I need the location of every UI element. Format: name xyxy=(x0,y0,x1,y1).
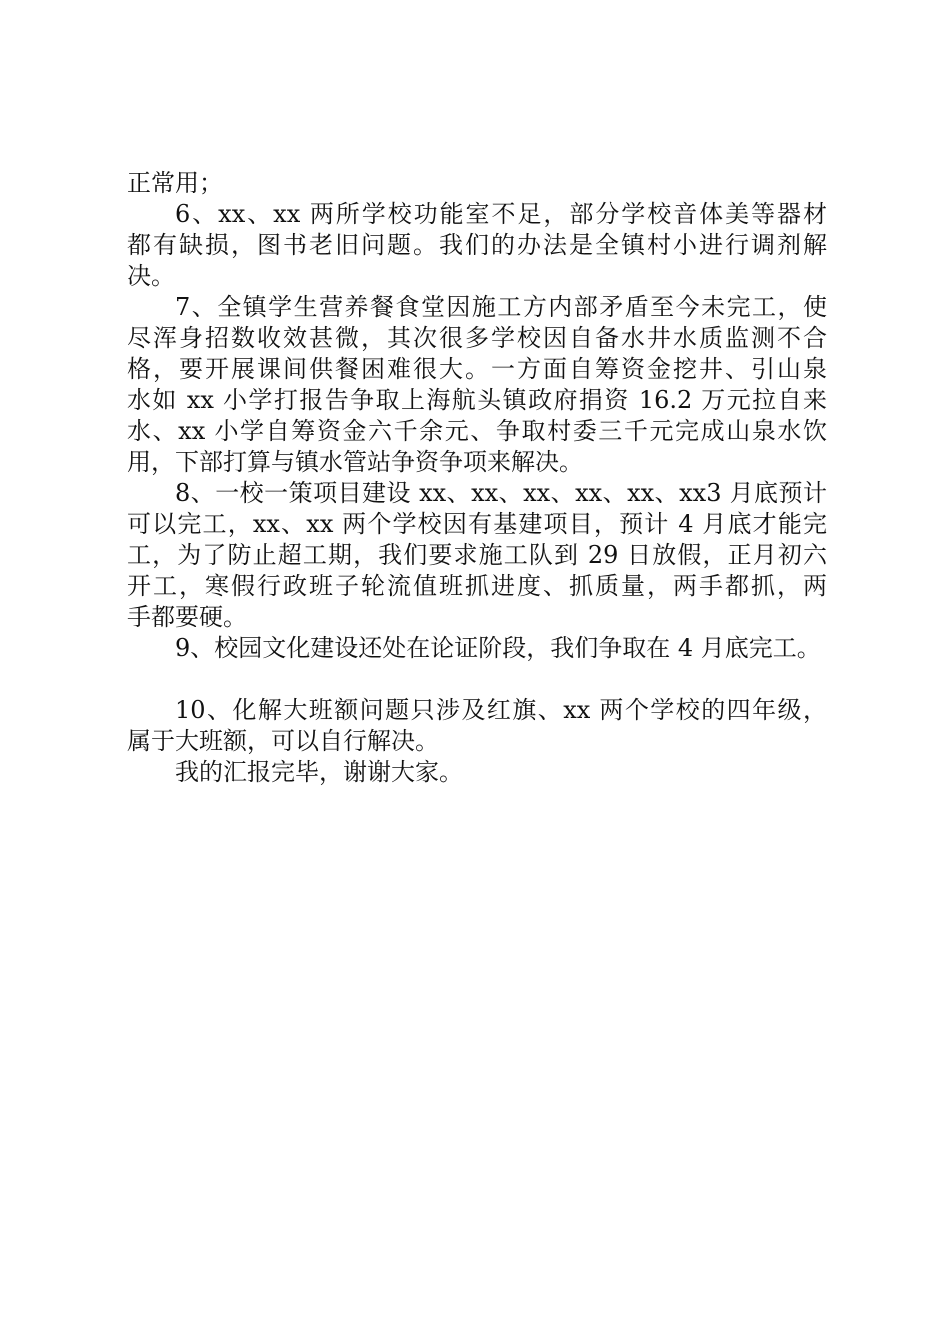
text-line: 开工，寒假行政班子轮流值班抓进度、抓质量，两手都抓，两 xyxy=(127,572,827,600)
text-line: 7、全镇学生营养餐食堂因施工方内部矛盾至今未完工，使 xyxy=(175,293,827,321)
text-line: 6、xx、xx 两所学校功能室不足，部分学校音体美等器材 xyxy=(175,200,827,228)
text-line: 水如 xx 小学打报告争取上海航头镇政府捐资 16.2 万元拉自来 xyxy=(127,386,827,414)
text-line: 用，下部打算与镇水管站争资争项来解决。 xyxy=(127,448,583,476)
blank-line xyxy=(127,664,827,695)
text-line: 我的汇报完毕，谢谢大家。 xyxy=(175,758,463,786)
text-line: 决。 xyxy=(127,262,175,290)
text-line: 10、化解大班额问题只涉及红旗、xx 两个学校的四年级， xyxy=(175,696,827,724)
text-line: 可以完工，xx、xx 两个学校因有基建项目，预计 4 月底才能完 xyxy=(127,510,827,538)
text-line: 水、xx 小学自筹资金六千余元、争取村委三千元完成山泉水饮 xyxy=(127,417,827,445)
text-line: 工，为了防止超工期，我们要求施工队到 29 日放假，正月初六 xyxy=(127,541,827,569)
text-line: 9、校园文化建设还处在论证阶段，我们争取在 4 月底完工。 xyxy=(175,634,821,662)
text-line: 属于大班额，可以自行解决。 xyxy=(127,727,439,755)
document-body xyxy=(127,168,827,788)
text-line: 8、一校一策项目建设 xx、xx、xx、xx、xx、xx3 月底预计 xyxy=(175,479,827,507)
text-line: 格，要开展课间供餐困难很大。一方面自筹资金挖井、引山泉 xyxy=(127,355,827,383)
text-line: 都有缺损，图书老旧问题。我们的办法是全镇村小进行调剂解 xyxy=(127,231,827,259)
text-line: 尽浑身招数收效甚微，其次很多学校因自备水井水质监测不合 xyxy=(127,324,827,352)
text-line: 手都要硬。 xyxy=(127,603,247,631)
text-line: 正常用； xyxy=(127,169,223,197)
